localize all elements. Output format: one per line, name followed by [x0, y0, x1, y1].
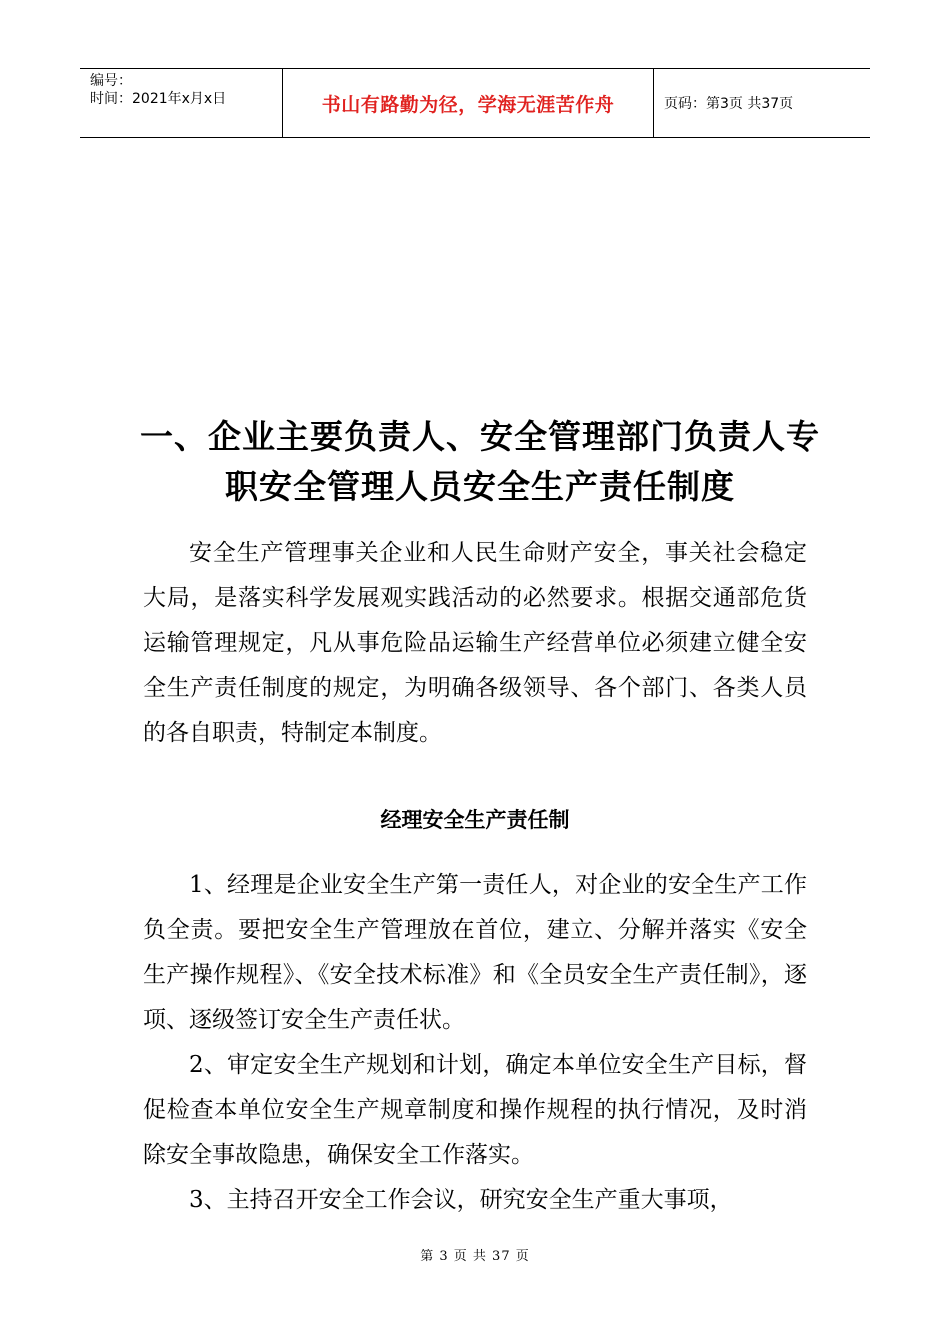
header-motto-cell — [282, 69, 654, 137]
document-date-label: 时间：2021年x月x日 — [90, 91, 227, 107]
header-meta-cell — [80, 69, 282, 137]
header-motto: 书山有路勤为径，学海无涯苦作舟 — [321, 93, 615, 116]
item-paragraph-3: 3、主持召开安全工作会议，研究安全生产重大事项， — [189, 1187, 733, 1213]
intro-paragraph: 安全生产管理事关企业和人民生命财产安全，事关社会稳定大局，是落实科学发展观实践活动的必然要求。根据交通部危货运输管理规定，凡从事危险品运输生产经营单位必须建立健全安全生产责任制度的规定，为明确各级领导、各个部门、各类人员的各自职责，特制定本制度。 — [143, 540, 807, 746]
page-footer: 第 3 页 共 37 页 — [420, 1249, 530, 1264]
document-number-label: 编号： — [90, 73, 132, 89]
item-paragraph-1: 1、经理是企业安全生产第一责任人，对企业的安全生产工作负全责。要把安全生产管理放在首位，建立、分解并落实《安全生产操作规程》、《安全技术标准》和《全员安全生产责任制》，逐项、逐级签订安全生产责任状。 — [143, 872, 807, 1033]
document-title: 一、企业主要负责人、安全管理部门负责人专职安全管理人员安全生产责任制度 — [140, 417, 820, 506]
header-page-code: 页码：第3页 共37页 — [664, 96, 794, 112]
header-page-cell — [654, 69, 870, 137]
section-heading: 经理安全生产责任制 — [380, 808, 570, 832]
item-paragraph-2: 2、审定安全生产规划和计划，确定本单位安全生产目标，督促检查本单位安全生产规章制度和操作规程的执行情况，及时消除安全事故隐患，确保安全工作落实。 — [143, 1052, 807, 1168]
header-table — [80, 68, 870, 138]
